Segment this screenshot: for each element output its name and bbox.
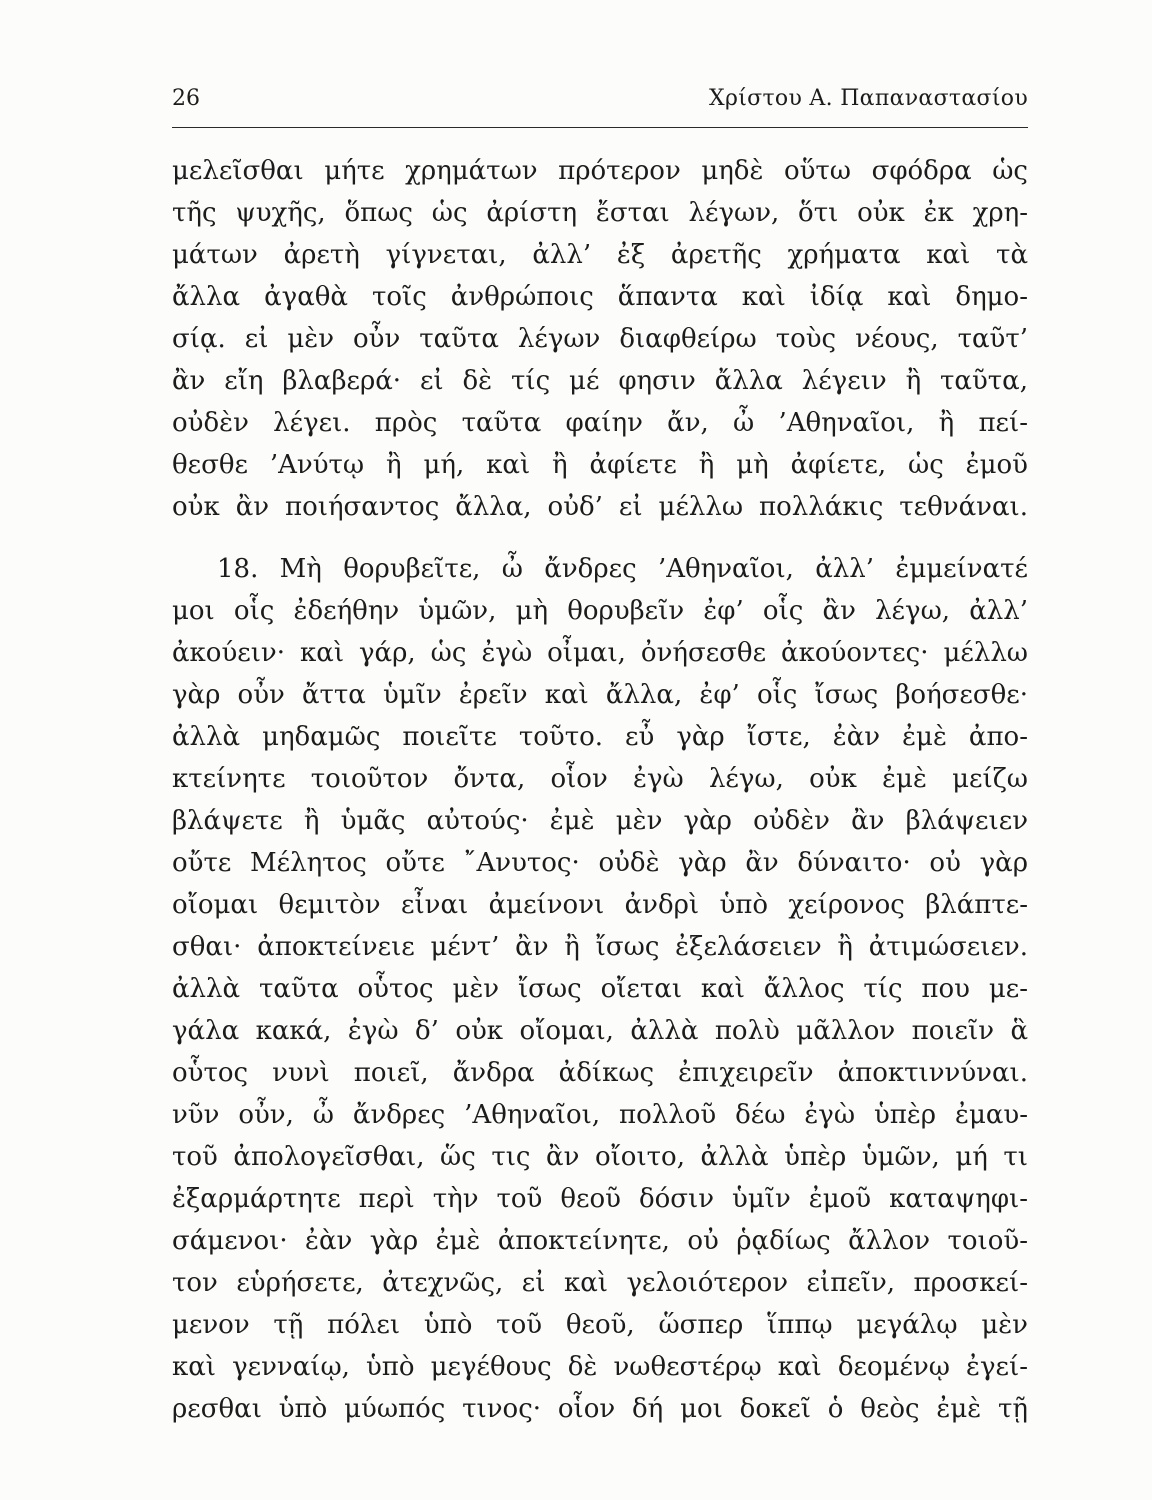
text-line: ἐξαρμάρτητε περὶ τὴν τοῦ θεοῦ δόσιν ὑμῖν ἐμοῦ καταψηφι- [172,1184,1028,1214]
text-line: μελεῖσθαι μήτε χρημάτων πρότερον μηδὲ οὕτω σφόδρα ὡς [172,156,1028,186]
paragraph-2 [172,548,1028,1430]
text-line: μενον τῇ πόλει ὑπὸ τοῦ θεοῦ, ὥσπερ ἵππῳ μεγάλῳ μὲν [172,1310,1028,1340]
paragraph-1 [172,150,1028,528]
text-line: οὐκ ἂν ποιήσαντος ἄλλα, οὐδ’ εἰ μέλλω πολλάκις τεθνάναι. [172,492,1028,522]
text-line: ἄλλα ἀγαθὰ τοῖς ἀνθρώποις ἅπαντα καὶ ἰδίᾳ καὶ δημο- [172,282,1028,312]
text-line: τοῦ ἀπολογεῖσθαι, ὥς τις ἂν οἴοιτο, ἀλλὰ ὑπὲρ ὑμῶν, μή τι [172,1142,1028,1172]
header-rule [172,127,1028,128]
text-line: μοι οἷς ἐδεήθην ὑμῶν, μὴ θορυβεῖν ἐφ’ οἷς ἂν λέγω, ἀλλ’ [172,596,1028,626]
paragraph-gap [172,528,1028,548]
text-line: οὔτε Μέλητος οὔτε ῎Ανυτος· οὐδὲ γὰρ ἂν δύναιτο· οὐ γὰρ [172,848,1028,878]
text-line: κτείνητε τοιοῦτον ὄντα, οἷον ἐγὼ λέγω, οὐκ ἐμὲ μείζω [172,764,1028,794]
text-line: οὐδὲν λέγει. πρὸς ταῦτα φαίην ἄν, ὦ ’Αθηναῖοι, ἢ πεί- [172,408,1028,438]
text-line: ρεσθαι ὑπὸ μύωπός τινος· οἷον δή μοι δοκεῖ ὁ θεὸς ἐμὲ τῇ [172,1394,1028,1424]
text-line: καὶ γενναίῳ, ὑπὸ μεγέθους δὲ νωθεστέρῳ καὶ δεομένῳ ἐγεί- [172,1352,1028,1382]
text-line: σίᾳ. εἰ μὲν οὖν ταῦτα λέγων διαφθείρω τοὺς νέους, ταῦτ’ [172,324,1028,354]
text-line: θεσθε ’Ανύτῳ ἢ μή, καὶ ἢ ἀφίετε ἢ μὴ ἀφίετε, ὡς ἐμοῦ [172,450,1028,480]
text-line: σάμενοι· ἐὰν γὰρ ἐμὲ ἀποκτείνητε, οὐ ῥᾳδίως ἄλλον τοιοῦ- [172,1226,1028,1256]
running-head: Χρίστου Α. Παπαναστασίου [709,86,1028,111]
text-line: γάλα κακά, ἐγὼ δ’ οὐκ οἴομαι, ἀλλὰ πολὺ μᾶλλον ποιεῖν ἃ [172,1016,1028,1046]
text-line: τον εὑρήσετε, ἀτεχνῶς, εἰ καὶ γελοιότερον εἰπεῖν, προσκεί- [172,1268,1028,1298]
body-text [172,150,1028,1430]
text-line: οὗτος νυνὶ ποιεῖ, ἄνδρα ἀδίκως ἐπιχειρεῖν ἀποκτιννύναι. [172,1058,1028,1088]
text-line: τῆς ψυχῆς, ὅπως ὡς ἀρίστη ἔσται λέγων, ὅτι οὐκ ἐκ χρη- [172,198,1028,228]
text-line: ἂν εἴη βλαβερά· εἰ δὲ τίς μέ φησιν ἄλλα λέγειν ἢ ταῦτα, [172,366,1028,396]
text-line: βλάψετε ἢ ὑμᾶς αὐτούς· ἐμὲ μὲν γὰρ οὐδὲν ἂν βλάψειεν [172,806,1028,836]
text-line: γὰρ οὖν ἄττα ὑμῖν ἐρεῖν καὶ ἄλλα, ἐφ’ οἷς ἴσως βοήσεσθε· [172,680,1028,710]
text-line: οἴομαι θεμιτὸν εἶναι ἀμείνονι ἀνδρὶ ὑπὸ χείρονος βλάπτε- [172,890,1028,920]
text-line: νῦν οὖν, ὦ ἄνδρες ’Αθηναῖοι, πολλοῦ δέω ἐγὼ ὑπὲρ ἐμαυ- [172,1100,1028,1130]
page-header [172,84,1028,124]
text-line: μάτων ἀρετὴ γίγνεται, ἀλλ’ ἐξ ἀρετῆς χρήματα καὶ τὰ [172,240,1028,270]
text-line: 18. Μὴ θορυβεῖτε, ὦ ἄνδρες ’Αθηναῖοι, ἀλλ’ ἐμμείνατέ [217,554,1028,584]
text-line: ἀλλὰ ταῦτα οὗτος μὲν ἴσως οἴεται καὶ ἄλλος τίς που με- [172,974,1028,1004]
page-number: 26 [172,86,200,111]
text-line: σθαι· ἀποκτείνειε μέντ’ ἂν ἢ ἴσως ἐξελάσειεν ἢ ἀτιμώσειεν. [172,932,1028,962]
text-line: ἀκούειν· καὶ γάρ, ὡς ἐγὼ οἶμαι, ὀνήσεσθε ἀκούοντες· μέλλω [172,638,1028,668]
text-line: ἀλλὰ μηδαμῶς ποιεῖτε τοῦτο. εὖ γὰρ ἴστε, ἐὰν ἐμὲ ἀπο- [172,722,1028,752]
